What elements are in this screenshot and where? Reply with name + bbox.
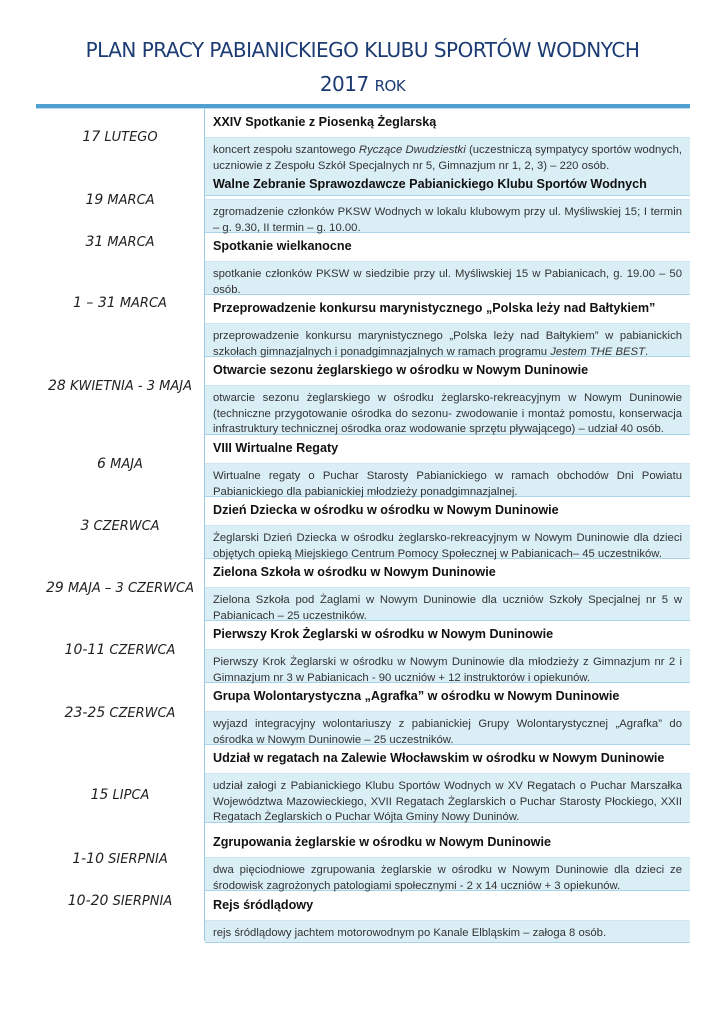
event-description: dwa pięciodniowe zgrupowania żeglarskie w ośrodku w Nowym Duninowie dla dzieci ze środowisk zagrożonych patologiami społecznymi - 2 x 14 uczniów + 3 opiekunów. (205, 858, 690, 891)
date-label: 29 MAJA – 3 CZERWCA (45, 580, 195, 596)
date-label: 1-10 SIERPNIA (72, 851, 168, 867)
event-item (205, 171, 690, 233)
event-description: Wirtualne regaty o Puchar Starosty Pabianickiego w ramach obchodów Dni Powiatu Pabianickiego dla pabianickiej młodzieży ponadgimnazjalnej. (205, 464, 690, 497)
event-description: otwarcie sezonu żeglarskiego w ośrodku żeglarsko-rekreacyjnym w Nowym Duninowie (techniczne przygotowanie ośrodka do sezonu- zwodowanie i montaż pomostu, konserwacja infrastruktury technicznej ośrodka oraz wodowanie sprzętu pływającego) – udział 40 osób. (205, 386, 690, 435)
date-label: 19 MARCA (85, 192, 155, 208)
event-item (205, 295, 690, 357)
event-description: koncert zespołu szantowego Ryczące Dwudziestki (uczestniczą sympatycy sportów wodnych, uczniowie z Zespołu Szkół Specjalnych nr 5, Gimnazjum nr 1, 2, 3) – 220 osób. (205, 138, 690, 196)
date-label: 10-20 SIERPNIA (67, 893, 173, 909)
page-title: PLAN PRACY PABIANICKIEGO KLUBU SPORTÓW WODNYCH (85, 38, 640, 62)
event-description: przeprowadzenie konkursu marynistycznego „Polska leży nad Bałtykiem” w pabianickich szkołach gimnazjalnych i ponadgimnazjalnych w ramach programu Jestem THE BEST. (205, 324, 690, 357)
event-item (205, 745, 690, 823)
date-label: 15 LIPCA (90, 787, 150, 803)
page-subtitle (0, 72, 725, 96)
date-label: 23-25 CZERWCA (64, 705, 176, 721)
event-item (205, 497, 690, 559)
date-label: 31 MARCA (85, 234, 155, 250)
event-title: Grupa Wolontarystyczna „Agrafka” w ośrodku w Nowym Duninowie (205, 683, 690, 712)
event-description: Żeglarski Dzień Dziecka w ośrodku żeglarsko-rekreacyjnym w Nowym Duninowie dla dzieci objętych opieką Miejskiego Centrum Pomocy Społecznej w Pabianicach– 45 uczestników. (205, 526, 690, 559)
event-title: Spotkanie wielkanocne (205, 233, 690, 262)
event-description: wyjazd integracyjny wolontariuszy z pabianickiej Grupy Wolontarystycznej „Agrafka” do ośrodka w Nowym Duninowie – 25 uczestników. (205, 712, 690, 745)
event-item (205, 621, 690, 683)
event-description: Zielona Szkoła pod Żaglami w Nowym Duninowie dla uczniów Szkoły Specjalnej nr 5 w Pabianicach – 25 uczestników. (205, 588, 690, 621)
date-label: 6 MAJA (97, 456, 143, 472)
date-label: 3 CZERWCA (80, 518, 160, 534)
event-title: Pierwszy Krok Żeglarski w ośrodku w Nowym Duninowie (205, 621, 690, 650)
event-description: zgromadzenie członków PKSW Wodnych w lokalu klubowym przy ul. Myśliwskiej 15; I termin – g. 9.30, II termin – g. 10.00. (205, 200, 690, 233)
event-title: Udział w regatach na Zalewie Włocławskim w ośrodku w Nowym Duninowie (205, 745, 690, 774)
event-item (205, 559, 690, 621)
event-title: Przeprowadzenie konkursu marynistycznego „Polska leży nad Bałtykiem” (205, 295, 690, 324)
date-label: 1 – 31 MARCA (73, 295, 167, 311)
date-label: 28 KWIETNIA - 3 MAJA (48, 378, 192, 394)
title-year: 2017 (319, 72, 369, 96)
event-title: Zgrupowania żeglarskie w ośrodku w Nowym Duninowie (205, 829, 690, 858)
event-title: Dzień Dziecka w ośrodku w ośrodku w Nowym Duninowie (205, 497, 690, 526)
event-description: Pierwszy Krok Żeglarski w ośrodku w Nowym Duninowie dla młodzieży z Gimnazjum nr 2 i Gimnazjum nr 3 w Pabianicach - 90 uczniów + 12 instruktorów i opiekunów. (205, 650, 690, 683)
event-item (205, 357, 690, 435)
event-item (205, 435, 690, 497)
event-title: Rejs śródlądowy (205, 892, 690, 921)
date-label: 10-11 CZERWCA (64, 642, 176, 658)
title-rok: ROK (374, 77, 406, 95)
event-item (205, 683, 690, 745)
event-item (205, 233, 690, 295)
event-description: udział załogi z Pabianickiego Klubu Sportów Wodnych w XV Regatach o Puchar Marszałka Województwa Mazowieckiego, XVII Regatach Żeglarskich o Puchar Starosty Płockiego, XXII Regatach Żeglarskich o Puchar Wójta Gminy Nowy Duninów. (205, 774, 690, 823)
event-title: XXIV Spotkanie z Piosenką Żeglarską (205, 109, 690, 138)
event-title: Zielona Szkoła w ośrodku w Nowym Duninowie (205, 559, 690, 588)
event-item (205, 892, 690, 943)
event-title: VIII Wirtualne Regaty (205, 435, 690, 464)
event-description: spotkanie członków PKSW w siedzibie przy ul. Myśliwskiej 15 w Pabianicach, g. 19.00 – 50 osób. (205, 262, 690, 295)
event-item (205, 829, 690, 891)
event-title: Otwarcie sezonu żeglarskiego w ośrodku w Nowym Duninowie (205, 357, 690, 386)
event-description: rejs śródlądowy jachtem motorowodnym po Kanale Elbląskim – załoga 8 osób. (205, 921, 690, 943)
date-label: 17 LUTEGO (82, 129, 158, 145)
event-title: Walne Zebranie Sprawozdawcze Pabianickiego Klubu Sportów Wodnych (205, 171, 690, 200)
